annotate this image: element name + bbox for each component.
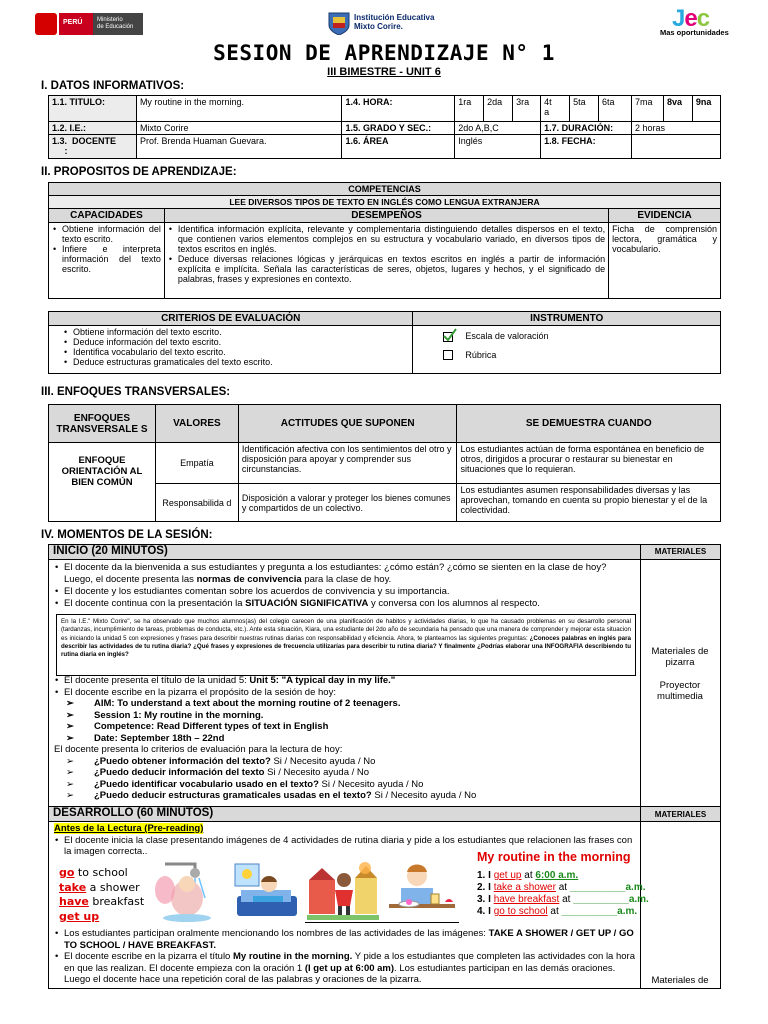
list-item: • Deduce estructuras gramaticales del texto escrito. [63,357,409,367]
text: 2. [477,882,486,893]
desarrollo-bullet-3 [54,951,636,986]
section-3-heading: III. ENFOQUES TRANSVERSALES: [41,386,231,398]
grado-label: 1.5. GRADO Y SEC.: [342,122,455,135]
text: a shower [86,880,140,894]
word-list [59,866,144,924]
inicio-bullet-5: • El docente escribe en la pizarra el propósito de la sesión de hoy: [54,687,636,699]
hora-7: 7ma [631,96,663,122]
evidencia-value: Ficha de comprensión lectora, gramática y vocabulario. [609,223,721,299]
text: have breakfast [493,894,560,905]
datos-table [48,95,721,159]
inicio-bullet-4 [54,675,636,687]
text: 4. [477,906,486,917]
list-item: • Deduce diversas relaciones lógicas y jerárquicas en textos escritos en inglés a partir de información explícita e implícita. Señala las características de seres, objetos, lugares y hechos, y el significado de palabras, frases y expresiones en contexto. [168,254,605,284]
text: . Los estudiantes participan en las demás oraciones. Luego el docente hace una repetición coral de las palabras y oraciones de la pizarra. [64,962,616,985]
text: take [59,880,87,894]
text: take a shower [493,882,556,893]
text: ¿Puedo obtener información del texto? [94,755,271,767]
list-item: • Identifica vocabulario del texto escrito. [63,347,409,357]
criterios-header: CRITERIOS DE EVALUACIÓN [49,312,413,326]
text: at [547,906,562,917]
desarrollo-header: DESARROLLO (60 MINUTOS) [49,806,640,822]
docente-label: 1.3. DOCENTE : [49,135,137,159]
area-value: Inglés [455,135,541,159]
have-breakfast-picture-icon [385,860,459,922]
materiales-divider [640,544,641,989]
instrumento-rubrica [441,350,720,364]
criterios-list [63,327,409,367]
materiales-desarrollo: Materiales de [651,975,709,986]
word-item [59,881,144,896]
evidencia-header: EVIDENCIA [609,209,721,223]
situacion-significativa-box [56,614,636,676]
fecha-label: 1.8. FECHA: [541,135,632,159]
text: I [488,894,494,905]
text: y conversa con los alumnos al respecto. [368,598,540,609]
ministerio-line2: de Educación [97,24,134,30]
capacidades-list [52,224,161,274]
ie-value: Mixto Corire [136,122,342,135]
pregunta-item [68,767,636,779]
desarrollo-content-2 [54,928,636,986]
text: SITUACIÓN SIGNIFICATIVA [245,598,369,609]
titulo-label: 1.1. TITULO: [49,96,137,122]
duracion-value: 2 horas [631,122,720,135]
desempenos-header: DESEMPEÑOS [164,209,608,223]
text: Si / Necesito ayuda / No [270,755,376,767]
school-crest-icon [328,11,350,35]
ministerio-label [93,13,143,35]
text: Si / Necesito ayuda / No [264,767,370,778]
text: Si / Necesito ayuda / No [318,778,424,790]
routine-item [477,894,649,906]
material-item: Proyector multimedia [657,680,703,702]
proposito-item: ➢ Date: September 18th – 22nd [68,733,636,745]
routine-pictures [145,860,460,922]
docente-value: Prof. Brenda Huaman Guevara. [136,135,342,159]
text: (I get up at 6:00 am) [304,962,395,974]
pre-reading-label: Antes de la Lectura (Pre-reading) [54,823,204,834]
text: __________a.m. [561,906,638,917]
go-to-school-picture-icon [307,860,379,922]
page-subtitle: III BIMESTRE - UNIT 6 [327,66,441,78]
hora-6: 6ta [599,96,632,122]
ministerio-line1: Ministerio [97,17,123,23]
desarrollo-bullet-1: • El docente inicia la clase presentando imágenes de 4 actividades de rutina diaria y pide a los estudiantes que relacionen las frases con la imagen correcta.. [54,835,636,858]
proposito-item: ➢ Competence: Read Different types of text in English [68,721,636,733]
materiales-inicio [644,646,716,702]
hora-1: 1ra [455,96,484,122]
section-1-heading: I. DATOS INFORMATIVOS: [41,80,185,92]
materiales-header: MATERIALES [641,545,720,560]
text: normas de convivencia [196,574,302,585]
text: Unit 5: "A typical day in my life." [249,675,396,686]
text: at [559,894,574,905]
text: para la clase de hoy. [301,574,392,585]
text: get up [59,909,100,923]
text: TAKE A SHOWER / GET UP / GO TO SCHOOL / HAVE BREAKFAST. [64,928,634,951]
text: I [488,906,494,917]
actitudes-header: ACTITUDES QUE SUPONEN [238,405,457,443]
pregunta-item [68,779,636,791]
area-label: 1.6. ÁREA [342,135,455,159]
hora-5: 5ta [570,96,599,122]
text: 3. [477,894,486,905]
text: El docente da la bienvenida a sus estudiantes y pregunta a los estudiantes: ¿cómo están? ¿cómo se sienten en la clase de hoy? Luego, el docente presenta las [64,562,607,585]
grado-value: 2do A,B,C [455,122,541,135]
text: breakfast [88,895,145,908]
text: ¿Puedo deducir estructuras gramaticales usadas en el texto? [94,790,372,801]
text: My routine in the morning. [232,951,353,962]
competencia-value: LEE DIVERSOS TIPOS DE TEXTO EN INGLÉS COMO LENGUA EXTRANJERA [49,196,721,209]
list-item: • Deduce información del texto escrito. [63,337,409,347]
propositos-table [48,182,721,299]
peru-label: PERÚ [59,13,93,35]
list-item: • Infiere e interpreta información del texto escrito. [52,244,161,274]
word-item [59,895,144,910]
routine-list [477,870,649,918]
criterios-intro: El docente presenta lo criterios de evaluación para la lectura de hoy: [54,744,343,755]
hora-label: 1.4. HORA: [342,96,455,122]
text: __________a.m. [569,882,646,893]
peru-shield-icon [35,13,57,35]
text: get up [493,870,522,881]
fecha-value [631,135,720,159]
criterios-table [48,311,721,374]
text: I [488,882,494,893]
minedu-logo [35,13,143,35]
text: go [59,866,75,879]
word-item [59,910,144,925]
list-item: • Obtiene información del texto escrito. [63,327,409,337]
text: 6:00 a.m. [535,870,579,881]
get-up-picture-icon [231,860,303,922]
text: go to school [493,906,548,917]
enfoques-table [48,404,721,522]
text: ¿Puedo deducir información del texto [94,767,265,778]
proposito-item: ➢ AIM: To understand a text about the morning routine of 2 teenagers. [68,698,636,710]
inicio-content-2 [54,675,636,802]
jec-tagline: Mas oportunidades [660,28,729,37]
text: El docente presenta el título de la unidad 5: [64,675,250,686]
list-item: • Obtiene información del texto escrito. [52,224,161,244]
valor-responsabilidad: Responsabilida d [155,484,238,522]
school-name-line1: Institución Educativa [354,13,435,22]
checkbox-icon [443,350,453,360]
enfoques-header: ENFOQUES TRANSVERSALE S [49,405,156,443]
hora-3: 3ra [513,96,541,122]
actitud-empatia: Identificación afectiva con los sentimientos del otro y disposición para apoyar y comprender sus circunstancias. [238,443,457,484]
text: El docente continua con la presentación la [64,598,246,609]
text: __________a.m. [573,894,649,905]
material-item: Materiales de pizarra [651,646,709,668]
text: Si / Necesito ayuda / No [371,790,477,801]
routine-title: My routine in the morning [477,850,631,864]
text: 1. [477,870,486,881]
actitud-responsabilidad: Disposición a valorar y proteger los bienes comunes y compartidos de un colectivo. [238,484,457,522]
duracion-label: 1.7. DURACIÓN: [541,122,632,135]
demuestra-empatia: Los estudiantes actúan de forma espontánea en beneficio de otros, dirigidos a procurar o restaurar su bienestar en situaciones que lo requieran. [457,443,721,484]
section-4-heading: IV. MOMENTOS DE LA SESIÓN: [41,529,213,541]
desarrollo-bullet-2 [54,928,636,951]
school-name [354,13,434,31]
titulo-value: My routine in the morning. [136,96,342,122]
inicio-header: INICIO (20 MINUTOS) [49,545,640,560]
routine-item [477,906,649,918]
routine-item [477,870,649,882]
section-2-heading: II. PROPOSITOS DE APRENDIZAJE: [41,166,237,178]
instrumento-escala [441,331,720,350]
list-item: • Identifica información explícita, relevante y complementaria distinguiendo detalles dispersos en el texto, que contienen varios elementos complejos en su estructura y vocabulario variado, en diversos tipos de textos escritos en inglés. [168,224,605,254]
materiales-header-2: MATERIALES [641,806,720,822]
demuestra-responsabilidad: Los estudiantes asumen responsabilidades diversas y las aprovechan, tomando en cuenta su propio bienestar y el de la colectividad. [457,484,721,522]
hora-8: 8va [663,96,692,122]
school-name-line2: Mixto Corire. [354,22,403,31]
desempenos-list [168,224,605,284]
text: ¿Conoces palabras en inglés para describir las actividades de tu rutina diaria? ¿Qué frases y expresiones de frecuencia utilizarías para describir tu rutina diaria? Y finalmente ¿Podrías elaborar una INFOGRAFIA describiendo tu rutina diaria en inglés? [61,634,631,659]
school-logo [328,11,350,35]
text: at [555,882,570,893]
text: El docente escribe en la pizarra el título [64,951,233,962]
competencias-header: COMPETENCIAS [49,183,721,196]
text: ¿Puedo identificar vocabulario usado en el texto? [94,778,319,790]
checkmark-icon [443,328,457,342]
routine-item [477,882,649,894]
valores-header: VALORES [155,405,238,443]
text: Los estudiantes participan oralmente mencionando los nombres de las actividades de las imágenes: [64,928,489,939]
page-title: SESION DE APRENDIZAJE N° 1 [213,41,555,65]
text: En la I.E." Mixto Corire", se ha observado que muchos alumnos(as) del colegio carecen de una planificación de habitos y actividades diarias, lo que ha causado problemas en su desarrollo personal (tardanzas, incumplimiento de tareas, problemas de conducta, etc.). Ante esta situación, Kiara, una estudiante del 2do año de secundaria ha pensado que una manera de comprender y mejorar esta situacion es iniciando la unidad 5 con expresiones y frases para describir nuestras rutinas diarias con responsabilidad y eficiencia. Ahora, te plantearnos las siguientes preguntas: [61,618,631,642]
shower-picture-icon [145,860,227,922]
text: Y pide a los estudiantes que completen las actividades con la hora en que las realizan. El docente empieza con la oración 1 [64,951,635,974]
word-item [59,866,144,881]
capacidades-header: CAPACIDADES [49,209,165,223]
instrumento-escala-label: Escala de valoración [465,331,549,341]
enfoque-value: ENFOQUE ORIENTACIÓN AL BIEN COMÚN [49,443,156,522]
valor-empatia: Empatía [155,443,238,484]
hora-9: 9na [692,96,720,122]
hora-4: 4t a [541,96,570,122]
inicio-bullet-1 [54,562,636,586]
demuestra-header: SE DEMUESTRA CUANDO [457,405,721,443]
text: at [521,870,536,881]
text: I [488,870,494,881]
inicio-content [54,562,636,610]
ie-label: 1.2. I.E.: [49,122,137,135]
inicio-bullet-2: • El docente y los estudiantes comentan sobre los acuerdos de convivencia y su importancia. [54,586,636,598]
hora-2: 2da [484,96,513,122]
instrumento-header: INSTRUMENTO [413,312,721,326]
jec-logo: Jec [672,5,710,32]
instrumento-rubrica-label: Rúbrica [465,350,497,360]
pregunta-item [68,790,636,802]
text: have [59,895,89,908]
inicio-bullet-3 [54,598,636,610]
pregunta-item [68,756,636,768]
picture-underline [305,922,459,923]
proposito-item: ➢ Session 1: My routine in the morning. [68,710,636,722]
text: to school [74,866,128,879]
